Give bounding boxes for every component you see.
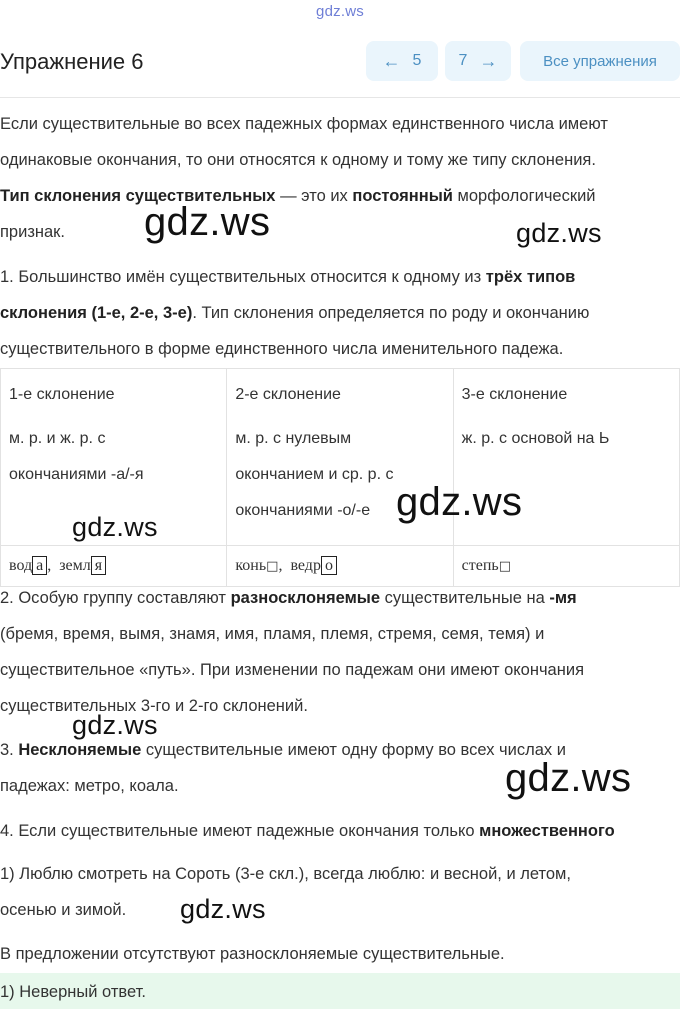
text-line [0, 813, 680, 849]
rule-1-paragraph [0, 259, 680, 367]
answer-text: 1) Неверный ответ. [0, 983, 146, 1001]
cell-text: окончанием и ср. р. с [235, 466, 394, 483]
page-header [0, 41, 680, 81]
watermark: gdz.ws [396, 480, 523, 524]
text-span: существительные имеют одну форму во всех числах и [141, 741, 566, 759]
prev-exercise-label: 5 [412, 52, 422, 69]
text-line: (бремя, время, вымя, знамя, имя, пламя, племя, стремя, семя, темя) и [0, 625, 545, 643]
word-ending: я [91, 556, 106, 575]
word-ending: о [321, 556, 337, 575]
cell-text: окончаниями -о/-е [235, 502, 371, 519]
text-span: морфологический [452, 187, 596, 205]
separator: , [47, 557, 52, 574]
text-line [0, 259, 680, 295]
bold-term: склонения (1-е, 2-е, 3-е) [0, 304, 193, 322]
word-stem: ведр [290, 556, 321, 574]
text-line: существительных 3-го и 2-го склонений. [0, 697, 308, 715]
cell-text: ж. р. с основой на Ь [461, 430, 610, 447]
text-span: 1. Большинство имён существительных относится к одному из [0, 268, 486, 286]
bold-term: разносклоняемые [230, 589, 381, 607]
column-header: 1-е склонение [9, 386, 115, 403]
arrow-left-icon: ← [382, 51, 401, 71]
watermark: gdz.ws [144, 200, 271, 244]
zero-ending-box: □ [498, 558, 512, 574]
cell-text: м. р. с нулевым [235, 430, 352, 447]
text-line: существительного в форме единственного числа именительного падежа. [0, 340, 564, 358]
all-exercises-button[interactable] [520, 41, 680, 81]
prev-exercise-button[interactable] [366, 41, 438, 81]
text-span: существительные на [380, 589, 550, 607]
page-title: Упражнение 6 [0, 49, 144, 74]
word-stem: конь [235, 556, 267, 574]
text-line [0, 178, 680, 214]
text-line: осенью и зимой. [0, 901, 127, 919]
header-divider [0, 97, 680, 98]
text-span: . Тип склонения определяется по роду и окончанию [192, 304, 590, 322]
text-line: падежах: метро, коала. [0, 777, 179, 795]
text-line: 1) Люблю смотреть на Сороть (3-е скл.), всегда люблю: и весной, и летом, [0, 865, 571, 883]
text-line [0, 295, 680, 331]
cell-text: окончаниями -а/-я [9, 466, 144, 483]
text-span: 2. Особую группу составляют [0, 589, 231, 607]
text-span: — это их [275, 187, 353, 205]
site-watermark-top: gdz.ws [316, 3, 364, 20]
arrow-right-icon: → [479, 51, 498, 71]
next-exercise-button[interactable] [445, 41, 511, 81]
text-span: 3. [0, 741, 19, 759]
bold-term: Тип склонения существительных [0, 187, 276, 205]
bold-term: множественного [479, 822, 615, 840]
all-exercises-label: Все упражнения [543, 52, 657, 70]
watermark: gdz.ws [505, 756, 632, 800]
rule-2-paragraph [0, 580, 680, 724]
bold-term: трёх типов [485, 268, 576, 286]
word-ending: а [32, 556, 47, 575]
text-line: одинаковые окончания, то они относятся к одному и тому же типу склонения. [0, 151, 596, 169]
watermark: gdz.ws [72, 710, 158, 740]
declension-table [0, 368, 680, 587]
bold-term: Несклоняемые [18, 741, 142, 759]
watermark: gdz.ws [180, 894, 266, 924]
conclusion-text [0, 936, 680, 972]
text-line [0, 580, 680, 616]
watermark: gdz.ws [516, 218, 602, 248]
answer-bar [0, 973, 680, 1009]
bold-term: постоянный [352, 187, 453, 205]
word-stem: земл [59, 557, 91, 574]
word-stem: вод [9, 557, 33, 574]
example-sentence [0, 856, 680, 928]
word-stem: степь [461, 556, 499, 574]
text-span: 4. Если существительные имеют падежные окончания только [0, 822, 480, 840]
text-line: существительное «путь». При изменении по падежам они имеют окончания [0, 661, 585, 679]
text-line: признак. [0, 223, 65, 241]
watermark: gdz.ws [72, 512, 158, 542]
column-header: 3-е склонение [461, 386, 568, 403]
rule-4-paragraph [0, 813, 680, 849]
text-line: В предложении отсутствуют разносклоняемые существительные. [0, 945, 505, 963]
column-header: 2-е склонение [235, 386, 341, 403]
cell-text: м. р. и ж. р. с [9, 430, 106, 447]
separator: , [278, 556, 283, 574]
bold-term: -мя [549, 589, 577, 607]
zero-ending-box: □ [266, 558, 279, 574]
next-exercise-label: 7 [458, 52, 468, 69]
text-line: Если существительные во всех падежных формах единственного числа имеют [0, 115, 608, 133]
